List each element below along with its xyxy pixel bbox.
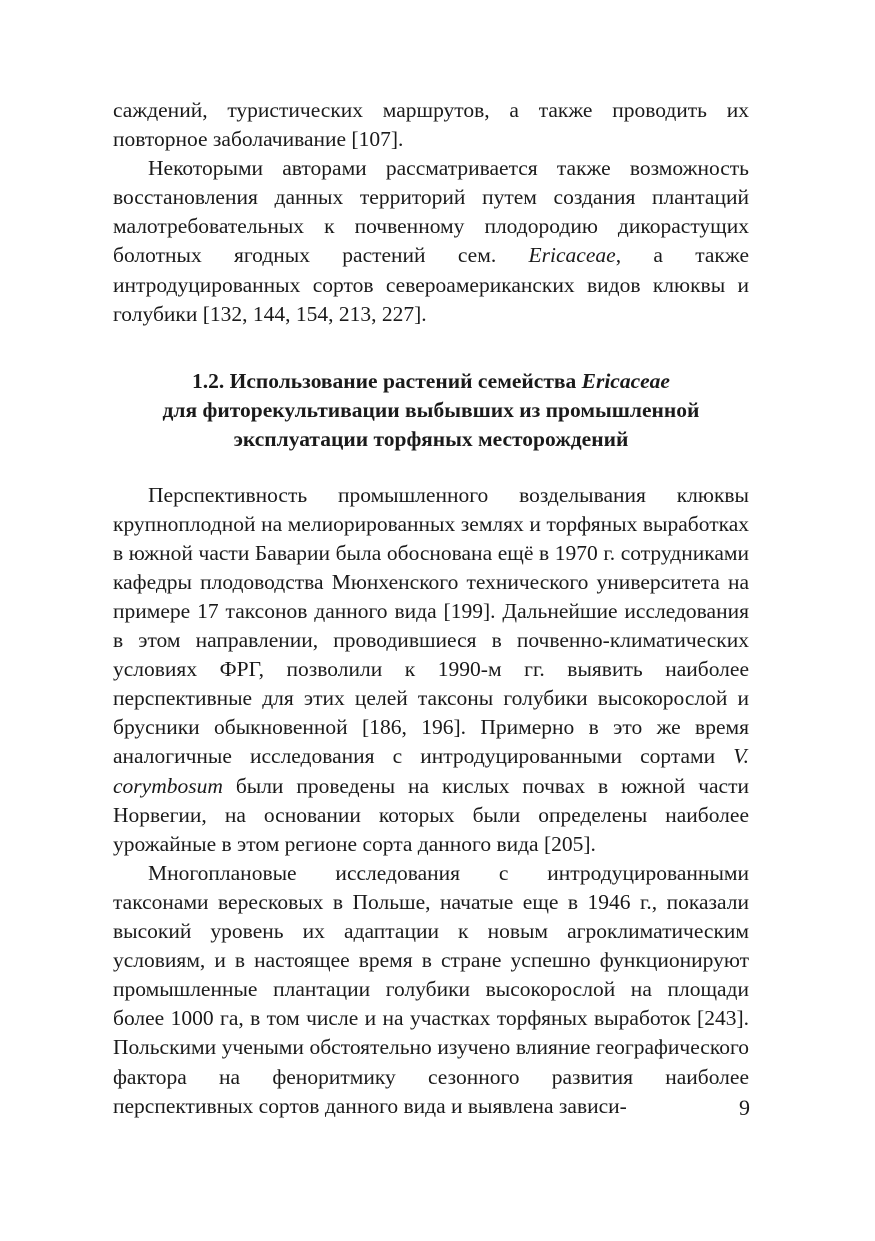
section-heading-line-1-text: 1.2. Использование растений семейства [192, 368, 582, 393]
section-heading-line-2: для фиторекультивации выбывших из промышленной [162, 398, 700, 423]
page-content [113, 96, 749, 1121]
section-heading-line-1 [113, 367, 749, 396]
section-heading-line-3: эксплуатации торфяных месторождений [233, 427, 629, 452]
paragraph-3-italic-species: V. corymbosum [113, 744, 749, 798]
paragraph-ericaceae-plantations [113, 154, 749, 329]
paragraph-2-text-b: , а также интродуцированных сортов североамериканских видов клюквы и голубики [132, 144, 154, 213, 227]. [113, 243, 749, 326]
paragraph-2-italic-taxon: Ericaceae [528, 243, 616, 268]
paragraph-poland-research: Многоплановые исследования с интродуцированными таксонами вересковых в Польше, начатые еще в 1946 г., показали высокий уровень их адаптации к новым агроклиматическим условиям, и в настоящее время в стране успешно функционируют промышленные плантации голубики высокорослой на площади более 1000 га, в том числе и на участках торфяных выработок [243]. Польскими учеными обстоятельно изучено влияние географического фактора на феноритмику сезонного развития наиболее перспективных сортов данного вида и выявлена зависи- [113, 860, 749, 1118]
paragraph-3-text-b: были проведены на кислых почвах в южной части Норвегии, на основании которых были определены наиболее урожайные в этом регионе сорта данного вида [205]. [113, 773, 749, 856]
section-heading-italic-taxon: Ericaceae [581, 368, 670, 393]
paragraph-3-text-a: Перспективность промышленного возделывания клюквы крупноплодной на мелиорированных землях и торфяных выработках в южной части Баварии была обоснована ещё в 1970 г. сотрудниками кафедры плодоводства Мюнхенского технического университета на примере 17 таксонов данного вида [199]. Дальнейшие исследования в этом направлении, проводившиеся в почвенно-климатических условиях ФРГ, позволили к 1990-м гг. выявить наиболее перспективные для этих целей таксоны голубики высокорослой и брусники обыкновенной [186, 196]. Примерно в это же время аналогичные исследования с интродуцированными сортами [113, 482, 749, 769]
opening-paragraph: саждений, туристических маршрутов, а также проводить их повторное заболачивание [107]. [113, 98, 749, 152]
page-number: 9 [739, 1095, 750, 1120]
paragraph-bavaria-research [113, 481, 749, 859]
section-heading [113, 367, 749, 455]
paragraph-2-text-a: Некоторыми авторами рассматривается также возможность восстановления данных территорий путем создания плантаций малотребовательных к почвенному плодородию дикорастущих болотных ягодных растений сем. [113, 156, 749, 268]
